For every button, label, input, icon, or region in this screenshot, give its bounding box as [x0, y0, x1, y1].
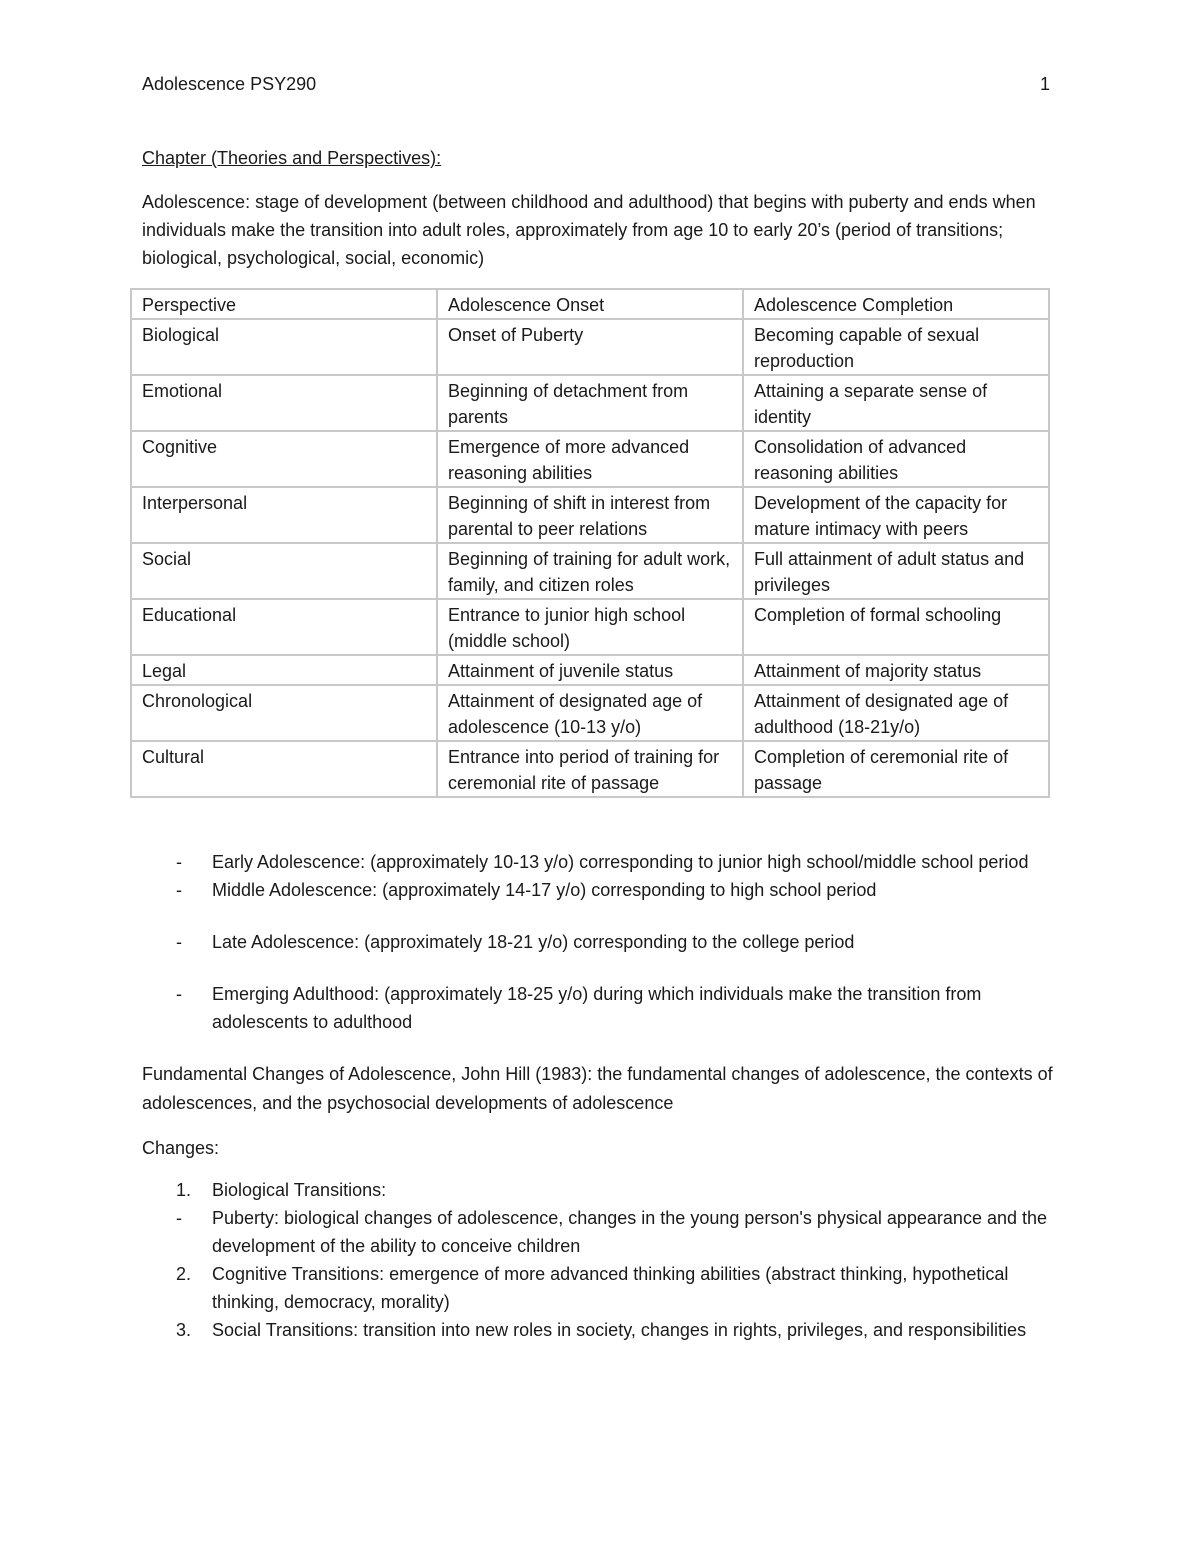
table-header-row	[131, 289, 1049, 319]
list-item	[142, 876, 1058, 904]
list-item-text: Puberty: biological changes of adolescence, changes in the young person's physical appearance and the development of the ability to conceive children	[212, 1208, 1048, 1256]
list-marker: 1.	[176, 1180, 192, 1200]
list-marker: 3.	[176, 1320, 192, 1340]
table-cell: Becoming capable of sexual reproduction	[743, 319, 1049, 375]
perspectives-table	[130, 288, 1050, 798]
table-cell: Attainment of designated age of adolescence (10-13 y/o)	[437, 685, 743, 741]
table-row	[131, 655, 1049, 685]
table-cell: Emotional	[131, 375, 437, 431]
table-cell: Full attainment of adult status and privileges	[743, 543, 1049, 599]
table-cell: Beginning of training for adult work, family, and citizen roles	[437, 543, 743, 599]
table-header-cell: Perspective	[131, 289, 437, 319]
dash-bullet: -	[176, 932, 182, 952]
table-cell: Legal	[131, 655, 437, 685]
table-cell: Attaining a separate sense of identity	[743, 375, 1049, 431]
table-cell: Onset of Puberty	[437, 319, 743, 375]
list-item	[142, 1260, 1058, 1316]
table-cell: Social	[131, 543, 437, 599]
list-item-text: Social Transitions: transition into new roles in society, changes in rights, privileges, and responsibilities	[212, 1320, 1027, 1340]
chapter-title: Chapter (Theories and Perspectives):	[142, 148, 442, 168]
list-item	[142, 1204, 1058, 1260]
adolescence-stages-list	[142, 848, 1058, 1036]
table-header-cell: Adolescence Completion	[743, 289, 1049, 319]
list-item	[142, 1316, 1058, 1344]
dash-bullet: -	[176, 852, 182, 872]
list-item-text: Early Adolescence: (approximately 10-13 y/o) corresponding to junior high school/middle school period	[212, 852, 1029, 872]
list-item	[142, 980, 1058, 1036]
table-cell: Biological	[131, 319, 437, 375]
dash-bullet: -	[176, 1208, 182, 1228]
changes-list	[142, 1176, 1058, 1344]
list-item-text: Emerging Adulthood: (approximately 18-25 y/o) during which individuals make the transition from adolescents to adulthood	[212, 984, 982, 1032]
fundamental-changes-paragraph: Fundamental Changes of Adolescence, John Hill (1983): the fundamental changes of adolescence, the contexts of adolescences, and the psychosocial developments of adolescence	[142, 1064, 1053, 1113]
table-cell: Interpersonal	[131, 487, 437, 543]
list-item	[142, 928, 1058, 956]
table-cell: Chronological	[131, 685, 437, 741]
table-cell: Beginning of detachment from parents	[437, 375, 743, 431]
page-body	[142, 144, 1058, 1344]
table-cell: Completion of formal schooling	[743, 599, 1049, 655]
table-cell: Attainment of designated age of adulthood (18-21y/o)	[743, 685, 1049, 741]
table-cell: Entrance to junior high school (middle school)	[437, 599, 743, 655]
table-cell: Attainment of juvenile status	[437, 655, 743, 685]
page-number: 1	[1040, 74, 1051, 94]
list-item-text: Late Adolescence: (approximately 18-21 y/o) corresponding to the college period	[212, 932, 855, 952]
table-header-cell: Adolescence Onset	[437, 289, 743, 319]
list-marker: 2.	[176, 1264, 192, 1284]
table-cell: Entrance into period of training for ceremonial rite of passage	[437, 741, 743, 797]
dash-bullet: -	[176, 880, 182, 900]
list-item-text: Cognitive Transitions: emergence of more advanced thinking abilities (abstract thinking, hypothetical thinking, democracy, morality)	[212, 1264, 1009, 1312]
table-row	[131, 685, 1049, 741]
table-cell: Beginning of shift in interest from parental to peer relations	[437, 487, 743, 543]
table-cell: Attainment of majority status	[743, 655, 1049, 685]
list-item	[142, 1176, 1058, 1204]
table-row	[131, 741, 1049, 797]
list-item-text: Biological Transitions:	[212, 1180, 387, 1200]
table-row	[131, 599, 1049, 655]
dash-bullet: -	[176, 984, 182, 1004]
table-cell: Completion of ceremonial rite of passage	[743, 741, 1049, 797]
running-header-title: Adolescence PSY290	[142, 74, 317, 94]
table-cell: Cognitive	[131, 431, 437, 487]
adolescence-definition: Adolescence: stage of development (between childhood and adulthood) that begins with puberty and ends when individuals make the transition into adult roles, approximately from age 10 to early 20’s (period of transitions; biological, psychological, social, economic)	[142, 192, 1036, 268]
table-row	[131, 487, 1049, 543]
table-row	[131, 375, 1049, 431]
table-row	[131, 431, 1049, 487]
table-cell: Development of the capacity for mature intimacy with peers	[743, 487, 1049, 543]
list-item	[142, 848, 1058, 876]
table-cell: Cultural	[131, 741, 437, 797]
changes-heading: Changes:	[142, 1138, 220, 1158]
table-row	[131, 319, 1049, 375]
table-cell: Educational	[131, 599, 437, 655]
table-row	[131, 543, 1049, 599]
table-cell: Consolidation of advanced reasoning abilities	[743, 431, 1049, 487]
table-cell: Emergence of more advanced reasoning abilities	[437, 431, 743, 487]
list-item-text: Middle Adolescence: (approximately 14-17 y/o) corresponding to high school period	[212, 880, 877, 900]
